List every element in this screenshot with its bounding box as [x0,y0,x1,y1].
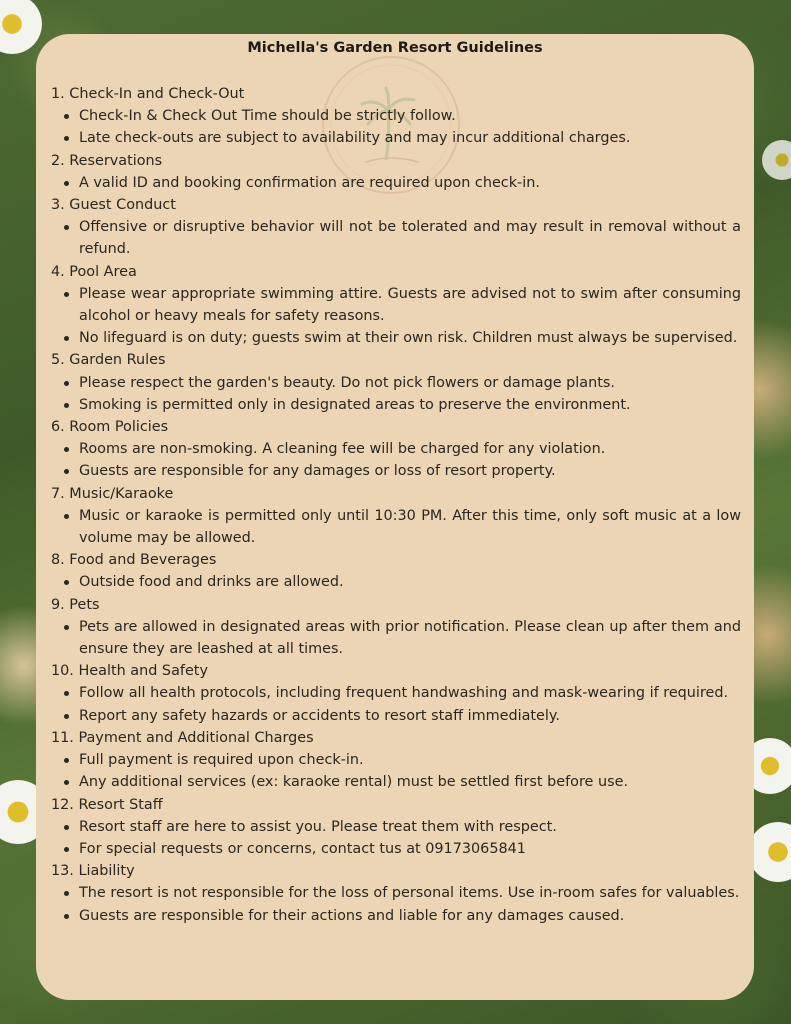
guideline-section [51,660,741,727]
bullet-item: Guests are responsible for their actions and liable for any damages caused. [51,905,741,927]
bullet-list [51,816,741,860]
bullet-list [51,616,741,660]
bullet-list [51,216,741,260]
guideline-section [51,150,741,194]
bullet-item: A valid ID and booking confirmation are required upon check-in. [51,172,741,194]
bullet-item: Follow all health protocols, including frequent handwashing and mask-wearing if required. [51,682,741,704]
bullet-item: Pets are allowed in designated areas with prior notification. Please clean up after them and ensure they are leashed at all times. [51,616,741,660]
section-heading: 11. Payment and Additional Charges [51,729,314,746]
bullet-item: Full payment is required upon check-in. [51,749,741,771]
section-heading: 5. Garden Rules [51,352,166,369]
bullet-list [51,283,741,350]
section-heading: 3. Guest Conduct [51,197,176,214]
section-heading: 13. Liability [51,863,135,880]
bullet-list [51,438,741,482]
bullet-list [51,105,741,149]
page-title: Michella's Garden Resort Guidelines [247,40,543,56]
bullet-item: Report any safety hazards or accidents to resort staff immediately. [51,705,741,727]
bullet-item: Rooms are non-smoking. A cleaning fee will be charged for any violation. [51,438,741,460]
guidelines-list [51,83,741,927]
daisy-flower-image [748,822,791,882]
bullet-item: For special requests or concerns, contact tus at 09173065841 [51,838,741,860]
guideline-section [51,860,741,927]
bullet-item: Check-In & Check Out Time should be strictly follow. [51,105,741,127]
guidelines-card [36,34,754,1000]
daisy-flower-image [762,140,791,180]
guideline-section [51,549,741,593]
bullet-item: Resort staff are here to assist you. Please treat them with respect. [51,816,741,838]
bullet-item: Smoking is permitted only in designated areas to preserve the environment. [51,394,741,416]
bullet-item: The resort is not responsible for the loss of personal items. Use in-room safes for valuables. [51,882,741,904]
guideline-section [51,83,741,150]
guideline-section [51,349,741,416]
bullet-item: No lifeguard is on duty; guests swim at their own risk. Children must always be supervised. [51,327,741,349]
guideline-section [51,727,741,794]
bullet-list [51,505,741,549]
bullet-list [51,682,741,726]
guideline-section [51,194,741,261]
guideline-section [51,416,741,483]
bullet-item: Late check-outs are subject to availability and may incur additional charges. [51,127,741,149]
section-heading: 10. Health and Safety [51,663,208,680]
bullet-item: Please wear appropriate swimming attire. Guests are advised not to swim after consuming alcohol or heavy meals for safety reasons. [51,283,741,327]
bullet-list [51,172,741,194]
bullet-list [51,882,741,926]
bullet-item: Music or karaoke is permitted only until 10:30 PM. After this time, only soft music at a low volume may be allowed. [51,505,741,549]
section-heading: 2. Reservations [51,152,163,169]
section-heading: 6. Room Policies [51,419,169,436]
section-heading: 4. Pool Area [51,263,137,280]
section-heading: 9. Pets [51,596,100,613]
section-heading: 7. Music/Karaoke [51,485,174,502]
bullet-list [51,372,741,416]
bullet-item: Outside food and drinks are allowed. [51,571,741,593]
guideline-section [51,483,741,550]
bullet-list [51,749,741,793]
guideline-section [51,794,741,861]
section-heading: 1. Check-In and Check-Out [51,86,245,102]
section-heading: 8. Food and Beverages [51,552,217,569]
guideline-section [51,594,741,661]
bullet-item: Any additional services (ex: karaoke rental) must be settled first before use. [51,771,741,793]
bullet-list [51,571,741,593]
bullet-item: Guests are responsible for any damages or loss of resort property. [51,460,741,482]
bullet-item: Please respect the garden's beauty. Do not pick flowers or damage plants. [51,372,741,394]
section-heading: 12. Resort Staff [51,796,163,813]
bullet-item: Offensive or disruptive behavior will not be tolerated and may result in removal without a refund. [51,216,741,260]
guideline-section [51,261,741,350]
